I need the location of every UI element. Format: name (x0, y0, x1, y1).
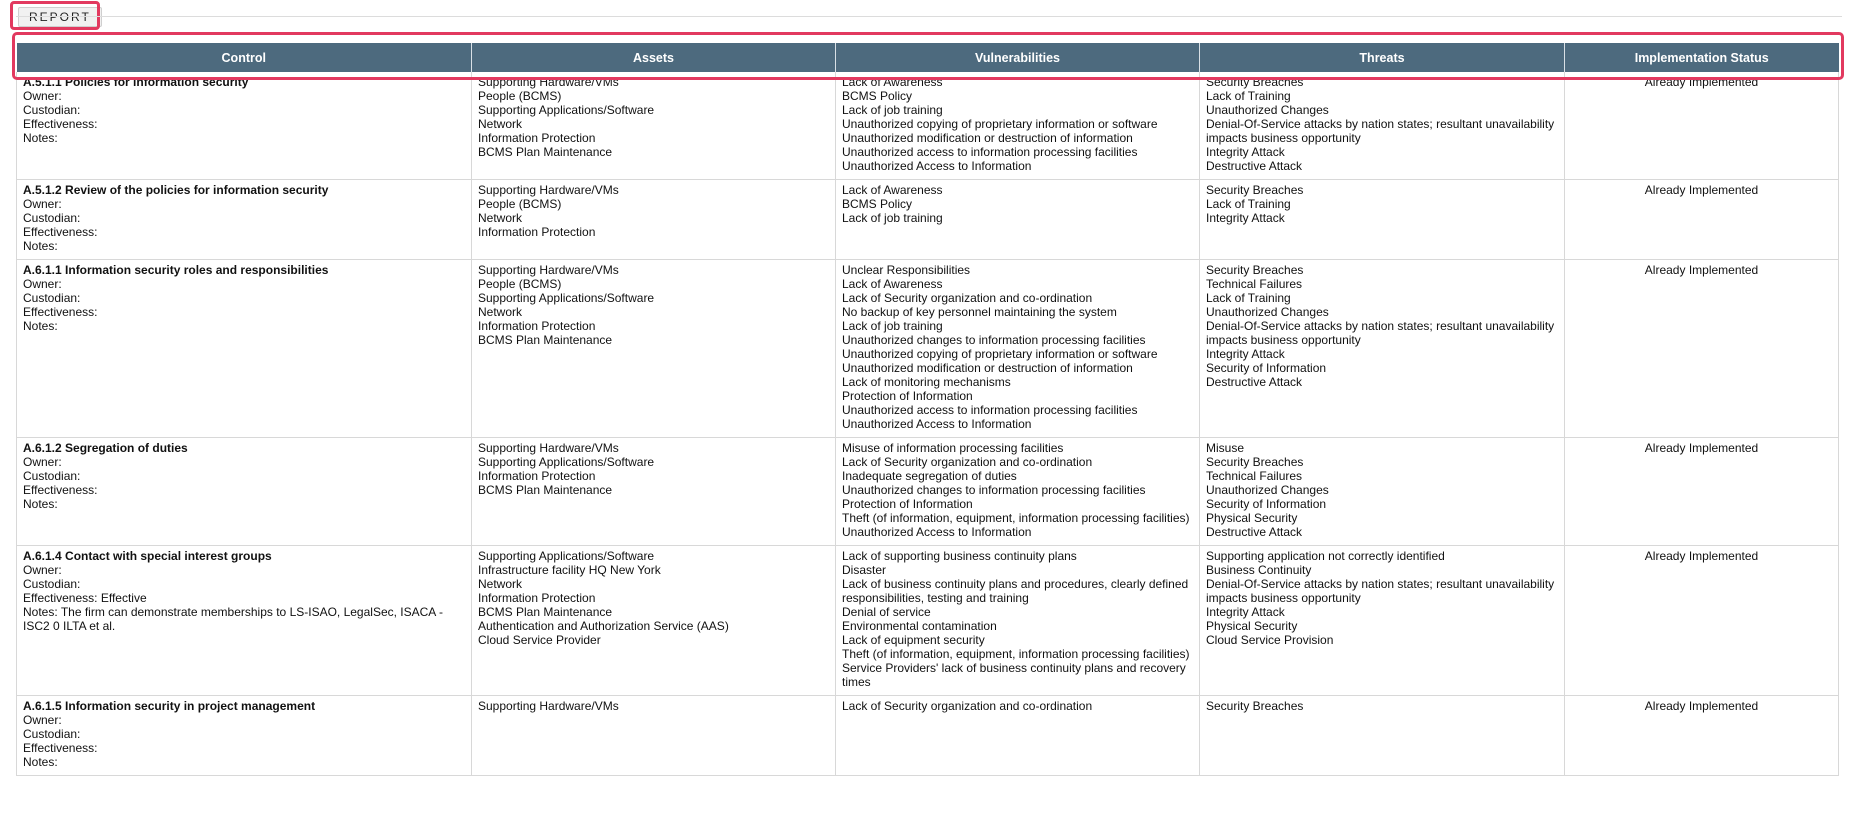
control-custodian-line (23, 211, 465, 225)
threat-item: Security Breaches (1206, 75, 1304, 89)
control-owner-label: Owner: (23, 89, 62, 103)
threat-item: Security of Information (1206, 497, 1327, 511)
control-owner-label: Owner: (23, 197, 62, 211)
threat-item: Lack of Training (1206, 197, 1291, 211)
control-title[interactable]: A.5.1.2 Review of the policies for information security (23, 183, 329, 197)
asset-item: Information Protection (478, 469, 596, 483)
vulnerability-item: Theft (of information, equipment, information processing facilities) (842, 511, 1190, 525)
implementation-status-value: Already Implemented (1644, 183, 1759, 197)
vulnerability-item: Inadequate segregation of duties (842, 469, 1017, 483)
control-effectiveness-value: Effective (100, 591, 147, 605)
control-notes-line (23, 131, 465, 145)
control-custodian-line (23, 103, 465, 117)
control-owner-line (23, 277, 465, 291)
vulnerability-item: Unauthorized Access to Information (842, 417, 1032, 431)
control-effectiveness-label: Effectiveness: (23, 483, 98, 497)
threat-item: Security of Information (1206, 361, 1327, 375)
control-notes-line (23, 497, 465, 511)
vulnerability-item: Service Providers' lack of business continuity plans and recovery times (842, 661, 1186, 689)
control-cell (17, 72, 472, 180)
control-effectiveness-line (23, 591, 465, 605)
control-notes-label: Notes: (23, 497, 58, 511)
control-custodian-label: Custodian: (23, 469, 81, 483)
control-cell (17, 696, 472, 776)
control-notes-line (23, 239, 465, 253)
control-effectiveness-line (23, 305, 465, 319)
control-notes-line (23, 319, 465, 333)
threat-item: Cloud Service Provision (1206, 633, 1334, 647)
asset-item: Supporting Hardware/VMs (478, 75, 619, 89)
control-owner-line (23, 563, 465, 577)
vulnerability-item: Lack of Awareness (842, 183, 943, 197)
threat-item: Destructive Attack (1206, 375, 1303, 389)
control-effectiveness-line (23, 741, 465, 755)
asset-item: Cloud Service Provider (478, 633, 601, 647)
vulnerability-item: Unauthorized copying of proprietary information or software (842, 347, 1158, 361)
implementation-status-cell (1565, 438, 1839, 546)
control-effectiveness-label: Effectiveness: (23, 741, 98, 755)
asset-item: Information Protection (478, 225, 596, 239)
vulnerability-item: Protection of Information (842, 497, 973, 511)
table-row[interactable] (17, 696, 1839, 776)
vulnerability-item: No backup of key personnel maintaining the system (842, 305, 1117, 319)
control-owner-line (23, 713, 465, 727)
control-custodian-line (23, 577, 465, 591)
control-cell (17, 260, 472, 438)
implementation-status-value: Already Implemented (1644, 441, 1759, 455)
control-cell (17, 180, 472, 260)
vulnerability-item: BCMS Policy (842, 197, 913, 211)
threat-item: Denial-Of-Service attacks by nation states; resultant unavailability impacts business opportunity (1206, 577, 1555, 605)
assets-cell (472, 72, 836, 180)
asset-item: Supporting Applications/Software (478, 291, 655, 305)
vulnerability-item: Protection of Information (842, 389, 973, 403)
control-effectiveness-label: Effectiveness: (23, 591, 98, 605)
threat-item: Destructive Attack (1206, 159, 1303, 173)
vulnerability-item: Denial of service (842, 605, 931, 619)
control-notes-line (23, 605, 465, 633)
threat-item: Supporting application not correctly identified (1206, 549, 1445, 563)
asset-item: Network (478, 305, 523, 319)
asset-item: Supporting Hardware/VMs (478, 183, 619, 197)
control-custodian-label: Custodian: (23, 103, 81, 117)
vulnerability-item: Lack of Security organization and co-ordination (842, 699, 1093, 713)
vulnerability-item: Unauthorized Access to Information (842, 525, 1032, 539)
control-effectiveness-label: Effectiveness: (23, 305, 98, 319)
vulnerability-item: Lack of monitoring mechanisms (842, 375, 1011, 389)
vulnerability-item: Unauthorized changes to information processing facilities (842, 483, 1146, 497)
vulnerability-item: Disaster (842, 563, 887, 577)
asset-item: Information Protection (478, 131, 596, 145)
asset-item: Supporting Applications/Software (478, 103, 655, 117)
control-effectiveness-line (23, 117, 465, 131)
threats-cell (1200, 696, 1565, 776)
table-row[interactable] (17, 260, 1839, 438)
controls-table (16, 43, 1839, 776)
table-row[interactable] (17, 72, 1839, 180)
vulnerability-item: Unauthorized modification or destruction of information (842, 361, 1133, 375)
vulnerability-item: BCMS Policy (842, 89, 913, 103)
asset-item: People (BCMS) (478, 89, 562, 103)
vulnerability-item: Environmental contamination (842, 619, 997, 633)
control-title[interactable]: A.6.1.2 Segregation of duties (23, 441, 188, 455)
column-header-vulnerabilities[interactable]: Vulnerabilities (836, 43, 1200, 72)
control-owner-label: Owner: (23, 563, 62, 577)
control-custodian-line (23, 469, 465, 483)
control-custodian-label: Custodian: (23, 727, 81, 741)
threats-cell (1200, 438, 1565, 546)
control-custodian-label: Custodian: (23, 211, 81, 225)
control-owner-line (23, 89, 465, 103)
table-row[interactable] (17, 180, 1839, 260)
threats-cell (1200, 260, 1565, 438)
threat-item: Unauthorized Changes (1206, 483, 1329, 497)
control-effectiveness-label: Effectiveness: (23, 117, 98, 131)
vulnerability-item: Unauthorized access to information processing facilities (842, 403, 1138, 417)
threat-item: Denial-Of-Service attacks by nation states; resultant unavailability impacts business opportunity (1206, 319, 1555, 347)
column-header-assets[interactable]: Assets (472, 43, 836, 72)
vulnerability-item: Unauthorized access to information processing facilities (842, 145, 1138, 159)
asset-item: BCMS Plan Maintenance (478, 333, 613, 347)
vulnerabilities-cell (836, 546, 1200, 696)
control-owner-line (23, 197, 465, 211)
threat-item: Destructive Attack (1206, 525, 1303, 539)
control-notes-label: Notes: (23, 605, 58, 619)
implementation-status-value: Already Implemented (1644, 263, 1759, 277)
vulnerability-item: Lack of job training (842, 211, 943, 225)
threat-item: Lack of Training (1206, 89, 1291, 103)
asset-item: BCMS Plan Maintenance (478, 605, 613, 619)
vulnerability-item: Unclear Responsibilities (842, 263, 971, 277)
threat-item: Physical Security (1206, 511, 1298, 525)
implementation-status-cell (1565, 546, 1839, 696)
threat-item: Technical Failures (1206, 469, 1303, 483)
asset-item: Supporting Hardware/VMs (478, 263, 619, 277)
vulnerability-item: Lack of business continuity plans and procedures, clearly defined responsibilities, testing and training (842, 577, 1189, 605)
asset-item: People (BCMS) (478, 277, 562, 291)
implementation-status-value: Already Implemented (1644, 75, 1759, 89)
control-title[interactable]: A.6.1.1 Information security roles and responsibilities (23, 263, 329, 277)
implementation-status-cell (1565, 180, 1839, 260)
control-owner-label: Owner: (23, 713, 62, 727)
threats-cell (1200, 180, 1565, 260)
control-custodian-line (23, 727, 465, 741)
column-header-implementation-status[interactable]: Implementation Status (1565, 43, 1839, 72)
vulnerability-item: Unauthorized Access to Information (842, 159, 1032, 173)
vulnerability-item: Lack of equipment security (842, 633, 985, 647)
control-custodian-label: Custodian: (23, 577, 81, 591)
control-custodian-label: Custodian: (23, 291, 81, 305)
control-effectiveness-line (23, 483, 465, 497)
vulnerabilities-cell (836, 72, 1200, 180)
table-body (17, 72, 1839, 776)
vulnerabilities-cell (836, 438, 1200, 546)
asset-item: Information Protection (478, 319, 596, 333)
vulnerability-item: Misuse of information processing facilities (842, 441, 1064, 455)
asset-item: BCMS Plan Maintenance (478, 145, 613, 159)
report-button[interactable]: REPORT (18, 7, 102, 27)
control-notes-label: Notes: (23, 755, 58, 769)
asset-item: Infrastructure facility HQ New York (478, 563, 661, 577)
vulnerability-item: Lack of job training (842, 319, 943, 333)
control-title[interactable]: A.5.1.1 Policies for information security (23, 75, 249, 89)
table-row[interactable] (17, 438, 1839, 546)
threats-cell (1200, 546, 1565, 696)
threat-item: Business Continuity (1206, 563, 1312, 577)
asset-item: Information Protection (478, 591, 596, 605)
assets-cell (472, 180, 836, 260)
column-header-control[interactable]: Control (17, 43, 472, 72)
control-title[interactable]: A.6.1.5 Information security in project management (23, 699, 316, 713)
vulnerabilities-cell (836, 260, 1200, 438)
vulnerability-item: Lack of Awareness (842, 277, 943, 291)
implementation-status-cell (1565, 72, 1839, 180)
threat-item: Unauthorized Changes (1206, 305, 1329, 319)
implementation-status-value: Already Implemented (1644, 549, 1759, 563)
threat-item: Integrity Attack (1206, 605, 1285, 619)
threat-item: Security Breaches (1206, 699, 1304, 713)
threat-item: Security Breaches (1206, 183, 1304, 197)
toolbar-divider (16, 16, 1842, 17)
asset-item: Supporting Hardware/VMs (478, 441, 619, 455)
implementation-status-cell (1565, 696, 1839, 776)
threat-item: Lack of Training (1206, 291, 1291, 305)
threat-item: Integrity Attack (1206, 211, 1285, 225)
column-header-threats[interactable]: Threats (1200, 43, 1565, 72)
control-notes-line (23, 755, 465, 769)
vulnerability-item: Theft (of information, equipment, information processing facilities) (842, 647, 1190, 661)
threat-item: Integrity Attack (1206, 145, 1285, 159)
threat-item: Misuse (1206, 441, 1245, 455)
threat-item: Security Breaches (1206, 455, 1304, 469)
control-owner-line (23, 455, 465, 469)
assets-cell (472, 438, 836, 546)
control-owner-label: Owner: (23, 455, 62, 469)
control-effectiveness-label: Effectiveness: (23, 225, 98, 239)
asset-item: Supporting Applications/Software (478, 455, 655, 469)
vulnerability-item: Lack of Security organization and co-ordination (842, 455, 1093, 469)
assets-cell (472, 260, 836, 438)
vulnerability-item: Unauthorized modification or destruction of information (842, 131, 1133, 145)
control-notes-value: The firm can demonstrate memberships to LS-ISAO, LegalSec, ISACA - ISC2 0 ILTA et al. (23, 605, 443, 633)
table-header-row (17, 43, 1839, 72)
threat-item: Denial-Of-Service attacks by nation states; resultant unavailability impacts business opportunity (1206, 117, 1555, 145)
vulnerability-item: Lack of supporting business continuity plans (842, 549, 1077, 563)
control-cell (17, 546, 472, 696)
table-row[interactable] (17, 546, 1839, 696)
threat-item: Unauthorized Changes (1206, 103, 1329, 117)
threats-cell (1200, 72, 1565, 180)
asset-item: Supporting Hardware/VMs (478, 699, 619, 713)
control-notes-label: Notes: (23, 239, 58, 253)
control-cell (17, 438, 472, 546)
threat-item: Security Breaches (1206, 263, 1304, 277)
asset-item: People (BCMS) (478, 197, 562, 211)
vulnerability-item: Lack of Awareness (842, 75, 943, 89)
implementation-status-cell (1565, 260, 1839, 438)
control-custodian-line (23, 291, 465, 305)
asset-item: Network (478, 211, 523, 225)
vulnerability-item: Unauthorized copying of proprietary information or software (842, 117, 1158, 131)
vulnerability-item: Unauthorized changes to information processing facilities (842, 333, 1146, 347)
control-notes-label: Notes: (23, 319, 58, 333)
asset-item: Authentication and Authorization Service (AAS) (478, 619, 729, 633)
vulnerability-item: Lack of Security organization and co-ordination (842, 291, 1093, 305)
threat-item: Physical Security (1206, 619, 1298, 633)
implementation-status-value: Already Implemented (1644, 699, 1759, 713)
control-notes-label: Notes: (23, 131, 58, 145)
assets-cell (472, 696, 836, 776)
assets-cell (472, 546, 836, 696)
vulnerabilities-cell (836, 180, 1200, 260)
control-title[interactable]: A.6.1.4 Contact with special interest groups (23, 549, 272, 563)
asset-item: Network (478, 117, 523, 131)
vulnerability-item: Lack of job training (842, 103, 943, 117)
vulnerabilities-cell (836, 696, 1200, 776)
threat-item: Integrity Attack (1206, 347, 1285, 361)
asset-item: BCMS Plan Maintenance (478, 483, 613, 497)
threat-item: Technical Failures (1206, 277, 1303, 291)
control-effectiveness-line (23, 225, 465, 239)
control-owner-label: Owner: (23, 277, 62, 291)
asset-item: Supporting Applications/Software (478, 549, 655, 563)
asset-item: Network (478, 577, 523, 591)
